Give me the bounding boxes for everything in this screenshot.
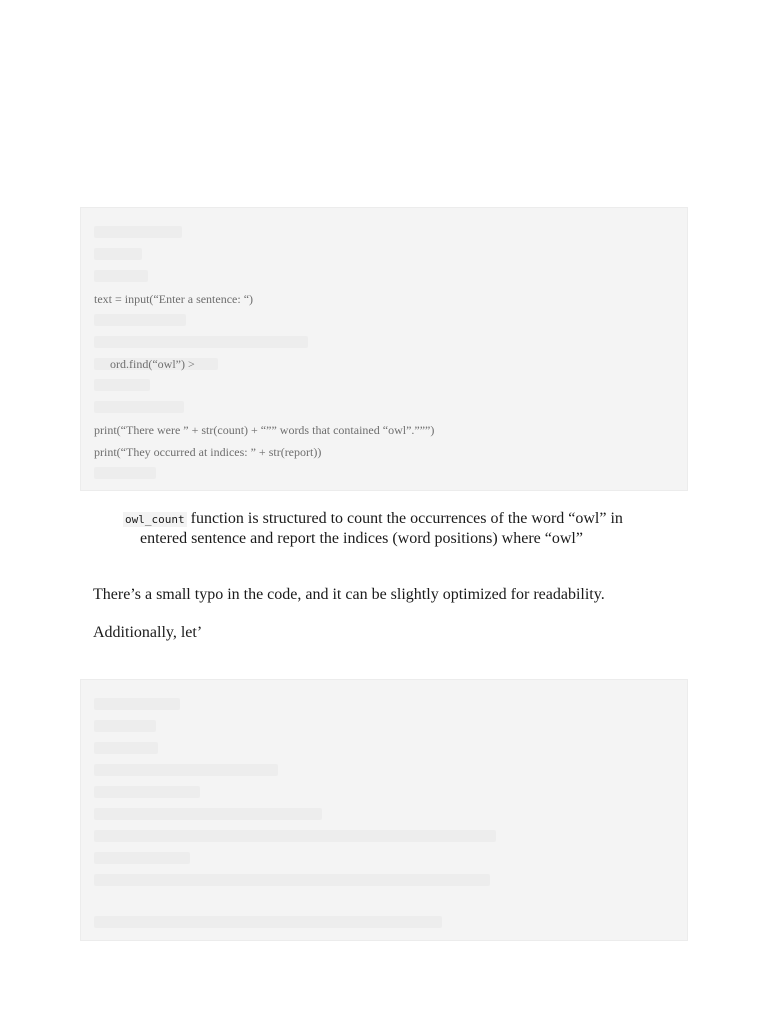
faded-code-line	[94, 270, 148, 282]
faded-code-line	[94, 698, 180, 710]
faded-code-line	[94, 764, 278, 776]
inline-code-owl-count: owl_count	[125, 513, 185, 526]
faded-code-line	[94, 830, 496, 842]
faded-code-line	[94, 916, 442, 928]
explanation-line-1	[123, 510, 623, 529]
faded-code-line	[94, 379, 150, 391]
faded-code-line	[94, 226, 182, 238]
faded-code-line	[94, 314, 186, 326]
faded-code-line	[94, 720, 156, 732]
faded-code-line	[94, 467, 156, 479]
code-block-original	[80, 207, 688, 491]
explanation-line-2: entered sentence and report the indices (word positions) where “owl”	[140, 530, 583, 547]
faded-code-line	[94, 786, 200, 798]
code-block-optimized	[80, 679, 688, 941]
typo-note: There’s a small typo in the code, and it can be slightly optimized for readability.	[93, 586, 605, 603]
additionally-text: Additionally, let’	[93, 624, 203, 641]
code-line-print-report: print(“They occurred at indices: ” + str(report))	[94, 445, 322, 459]
code-line-print-count: print(“There were ” + str(count) + “”” words that contained “owl”.”””)	[94, 423, 435, 437]
code-line-input: text = input(“Enter a sentence: “)	[94, 292, 254, 306]
faded-code-line	[94, 874, 490, 886]
faded-code-line	[94, 248, 142, 260]
faded-code-line	[94, 401, 184, 413]
faded-code-line	[94, 742, 158, 754]
faded-code-line	[94, 808, 322, 820]
explanation-text: function is structured to count the occurrences of the word “owl” in	[186, 510, 623, 527]
faded-code-line	[94, 336, 308, 348]
faded-code-line	[94, 852, 190, 864]
code-line-find: ord.find(“owl”) >	[110, 357, 195, 371]
